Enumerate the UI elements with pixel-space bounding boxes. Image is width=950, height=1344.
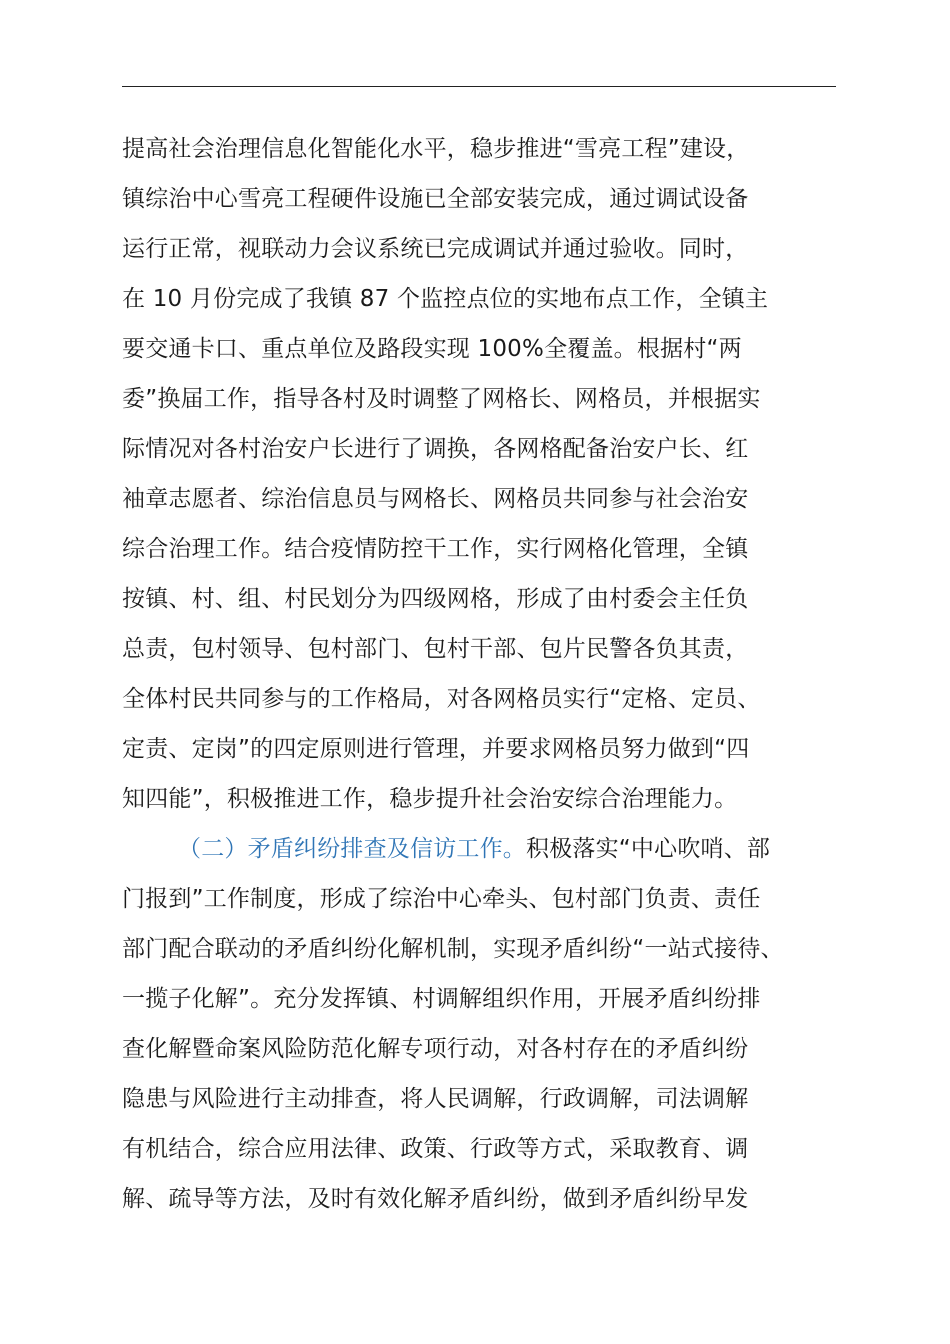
text-line: 部门配合联动的矛盾纠纷化解机制，实现矛盾纠纷“一站式接待、 bbox=[122, 936, 784, 962]
header-rule bbox=[122, 86, 836, 87]
text-line: 要交通卡口、重点单位及路段实现 100%全覆盖。根据村“两 bbox=[122, 336, 742, 362]
text-line: 全体村民共同参与的工作格局，对各网格员实行“定格、定员、 bbox=[122, 686, 761, 712]
text-line: 际情况对各村治安户长进行了调换，各网格配备治安户长、红 bbox=[122, 436, 749, 462]
section-heading: （二）矛盾纠纷排查及信访工作。 bbox=[178, 836, 526, 862]
text-line: 按镇、村、组、村民划分为四级网格，形成了由村委会主任负 bbox=[122, 586, 749, 612]
text-line: 提高社会治理信息化智能化水平，稳步推进“雪亮工程”建设， bbox=[122, 136, 750, 162]
text-line: 门报到”工作制度，形成了综治中心牵头、包村部门负责、责任 bbox=[122, 886, 761, 912]
text-line: 解、疏导等方法，及时有效化解矛盾纠纷，做到矛盾纠纷早发 bbox=[122, 1186, 749, 1212]
paragraph-dispute-resolution bbox=[122, 824, 842, 1224]
text-line: 查化解暨命案风险防范化解专项行动，对各村存在的矛盾纠纷 bbox=[122, 1036, 749, 1062]
text-line: 一揽子化解”。充分发挥镇、村调解组织作用，开展矛盾纠纷排 bbox=[122, 986, 761, 1012]
text-line: 运行正常，视联动力会议系统已完成调试并通过验收。同时， bbox=[122, 236, 749, 262]
text-run: 积极落实“中心吹哨、部 bbox=[526, 836, 771, 862]
document-body bbox=[122, 124, 842, 1224]
paragraph-governance bbox=[122, 124, 842, 824]
text-line: 定责、定岗”的四定原则进行管理，并要求网格员努力做到“四 bbox=[122, 736, 750, 762]
text-line: 总责，包村领导、包村部门、包村干部、包片民警各负其责， bbox=[122, 636, 749, 662]
text-line: 知四能”，积极推进工作，稳步提升社会治安综合治理能力。 bbox=[122, 786, 738, 812]
text-line: 有机结合，综合应用法律、政策、行政等方式，采取教育、调 bbox=[122, 1136, 749, 1162]
text-line: 镇综治中心雪亮工程硬件设施已全部安装完成，通过调试设备 bbox=[122, 186, 749, 212]
paragraph-first-line bbox=[122, 824, 842, 874]
text-line: 综合治理工作。结合疫情防控干工作，实行网格化管理，全镇 bbox=[122, 536, 749, 562]
text-line: 袖章志愿者、综治信息员与网格长、网格员共同参与社会治安 bbox=[122, 486, 749, 512]
text-line: 委”换届工作，指导各村及时调整了网格长、网格员，并根据实 bbox=[122, 386, 761, 412]
text-line: 隐患与风险进行主动排查，将人民调解，行政调解，司法调解 bbox=[122, 1086, 749, 1112]
text-line: 在 10 月份完成了我镇 87 个监控点位的实地布点工作，全镇主 bbox=[122, 286, 769, 312]
